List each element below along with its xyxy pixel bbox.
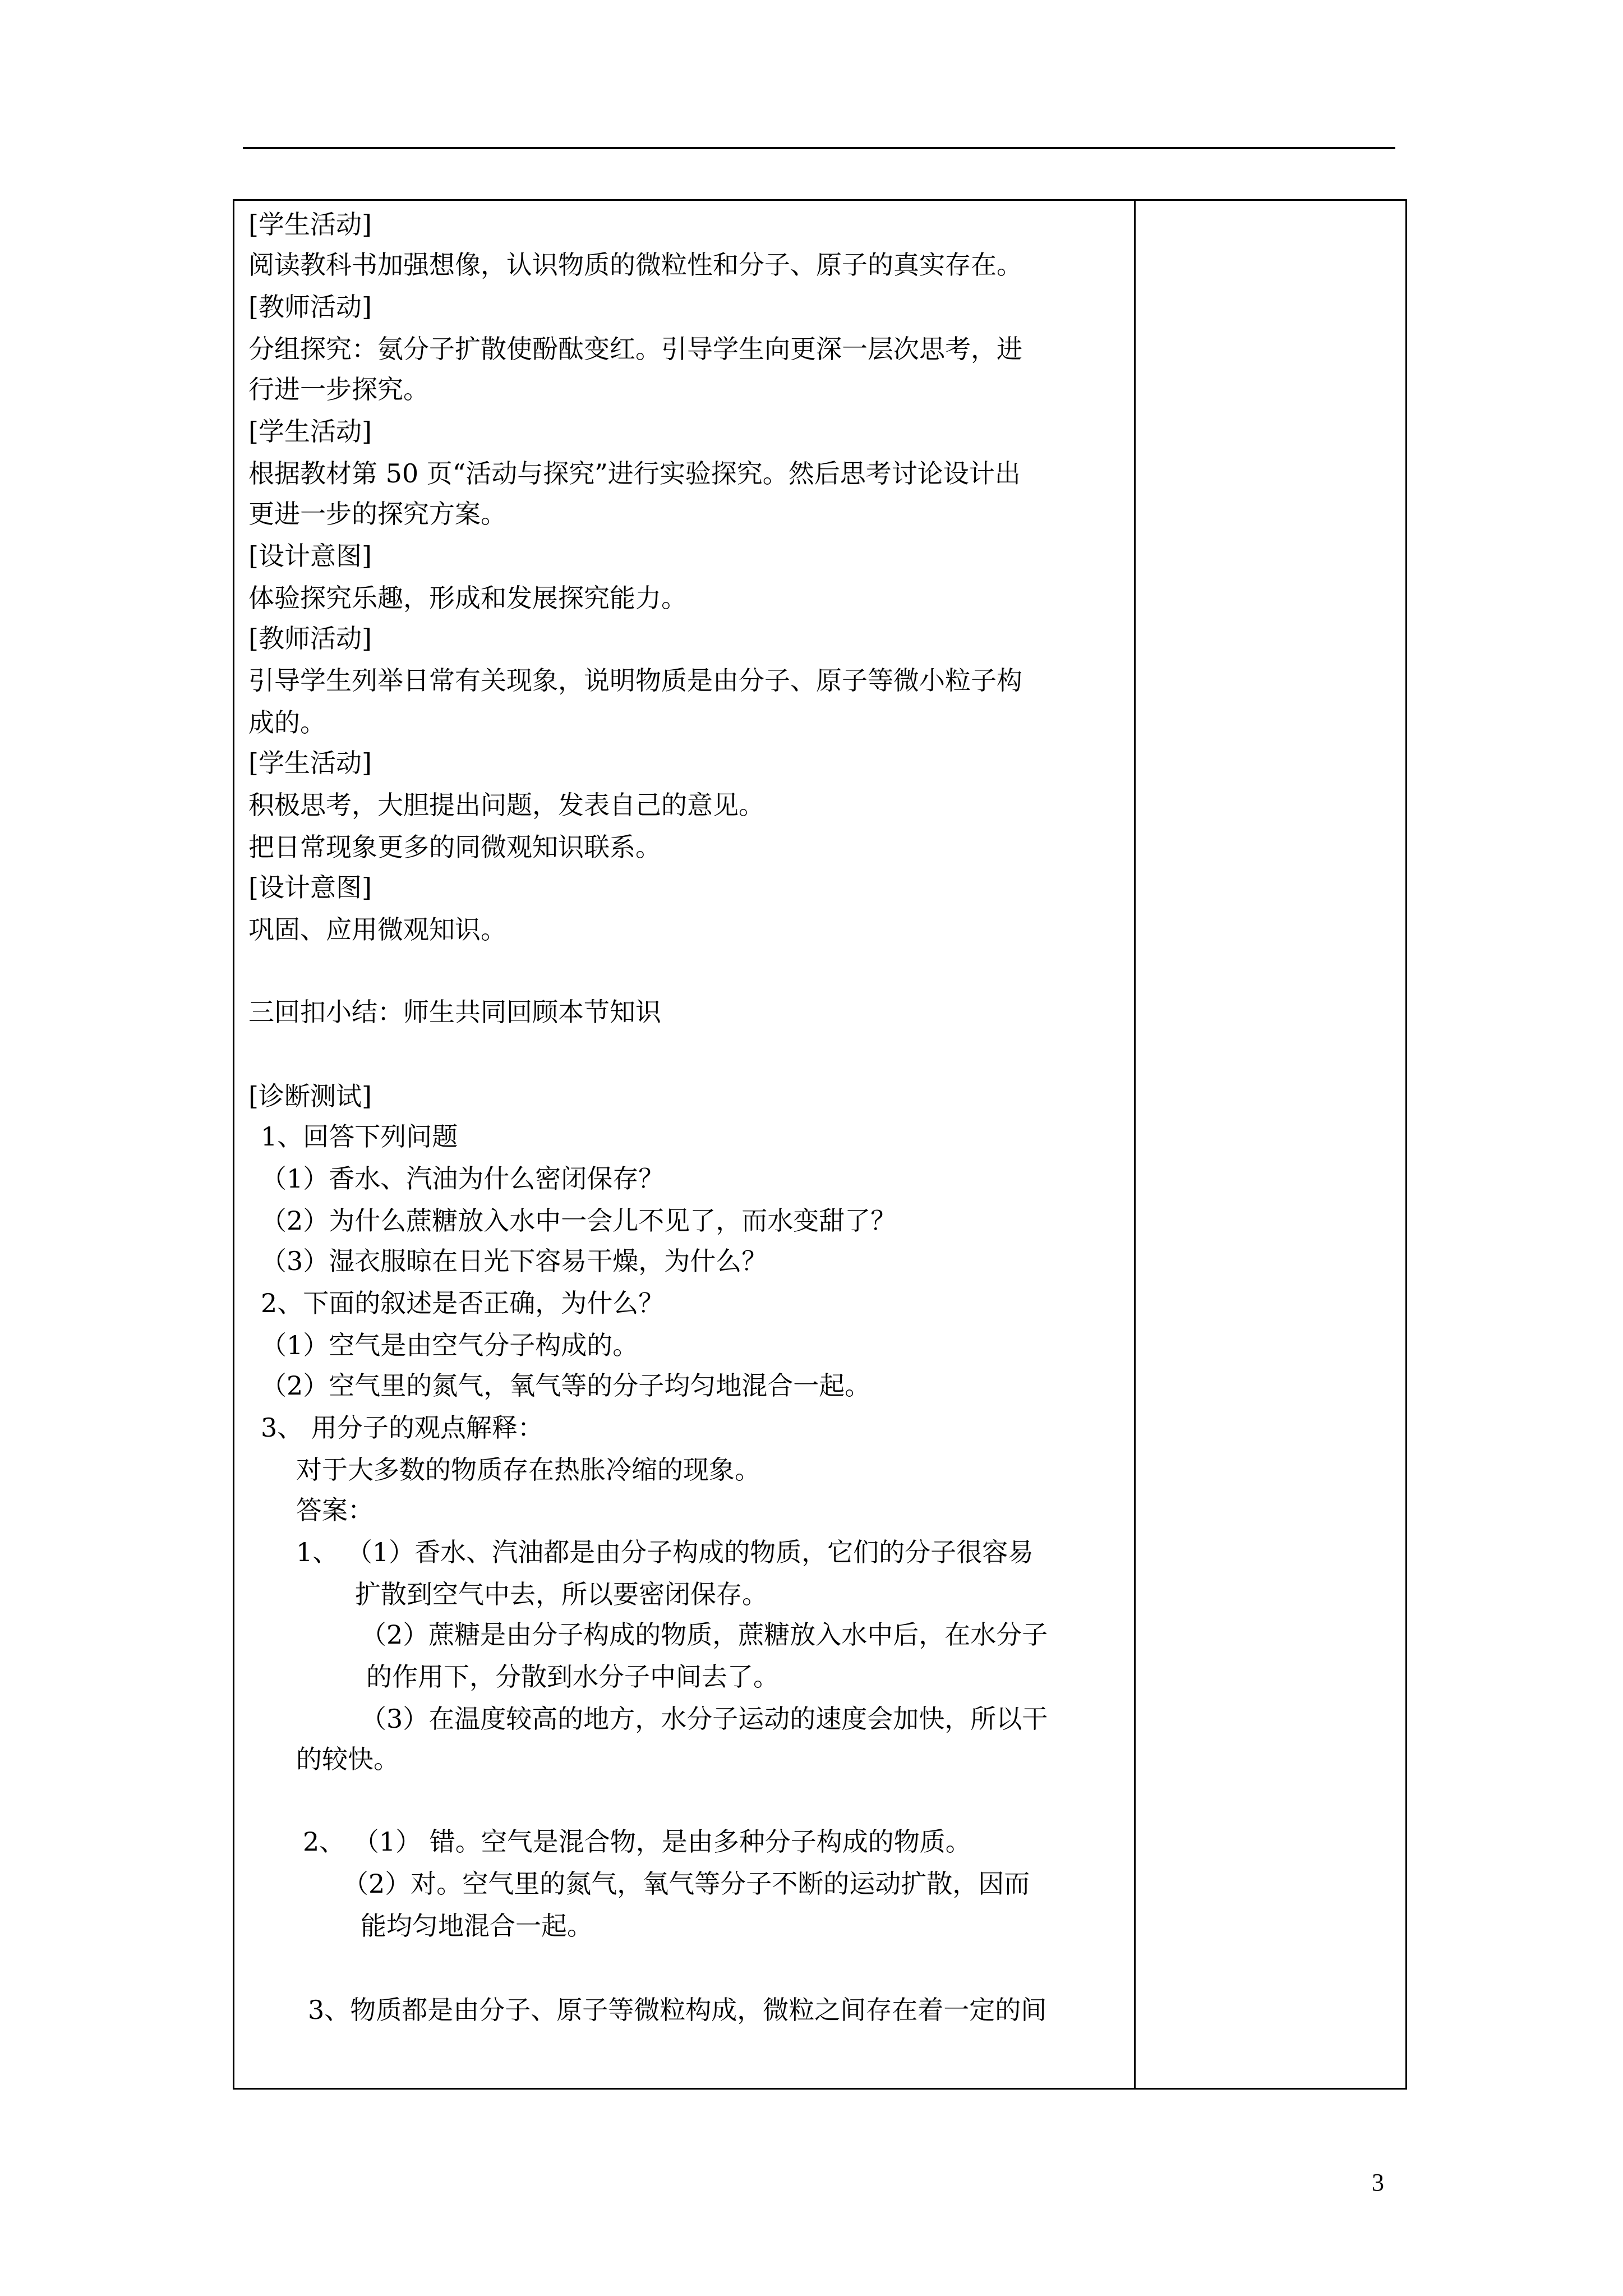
text-line: （2）蔗糖是由分子构成的物质，蔗糖放入水中后，在水分子 xyxy=(361,1619,1048,1650)
text-line: （3）在温度较高的地方，水分子运动的速度会加快，所以干 xyxy=(361,1704,1048,1734)
text-line: 对于大多数的物质存在热胀冷缩的现象。 xyxy=(296,1455,760,1485)
text-line: 把日常现象更多的同微观知识联系。 xyxy=(248,832,661,862)
text-line: 更进一步的探究方案。 xyxy=(248,499,506,529)
text-line: （3）湿衣服晾在日光下容易干燥，为什么？ xyxy=(261,1246,768,1276)
page-number: 3 xyxy=(1372,2169,1384,2196)
text-line: 阅读教科书加强想像，认识物质的微粒性和分子、原子的真实存在。 xyxy=(248,250,1022,280)
text-line: 体验探究乐趣，形成和发展探究能力。 xyxy=(248,583,687,613)
text-line: 分组探究：氨分子扩散使酚酞变红。引导学生向更深一层次思考，进 xyxy=(248,334,1022,364)
text-line: 3、物质都是由分子、原子等微粒构成，微粒之间存在着一定的间 xyxy=(308,1995,1047,2025)
text-line: 1、 （1）香水、汽油都是由分子构成的物质，它们的分子很容易 xyxy=(296,1537,1034,1567)
text-line: （1）空气是由空气分子构成的。 xyxy=(261,1330,639,1360)
text-line: [教师活动] xyxy=(248,292,372,322)
text-line: 的较快。 xyxy=(296,1744,399,1774)
text-line: 引导学生列举日常有关现象，说明物质是由分子、原子等微小粒子构 xyxy=(248,665,1022,696)
lesson-content-cell xyxy=(248,202,1126,2087)
text-line: [设计意图] xyxy=(248,541,372,571)
text-line: [教师活动] xyxy=(248,623,372,654)
text-line: 能均匀地混合一起。 xyxy=(361,1911,593,1941)
text-line: 1、回答下列问题 xyxy=(261,1121,458,1152)
text-line: 3、 用分子的观点解释： xyxy=(261,1412,543,1443)
text-line: 巩固、应用微观知识。 xyxy=(248,914,506,945)
text-line: 2、下面的叙述是否正确，为什么？ xyxy=(261,1288,665,1318)
text-line: [设计意图] xyxy=(248,872,372,903)
text-line: [学生活动] xyxy=(248,209,372,240)
text-line: [诊断测试] xyxy=(248,1081,372,1111)
text-line: 2、 （1） 错。空气是混合物，是由多种分子构成的物质。 xyxy=(303,1826,971,1857)
text-line: 行进一步探究。 xyxy=(248,374,429,404)
header-rule xyxy=(243,147,1395,149)
text-line: 扩散到空气中去，所以要密闭保存。 xyxy=(355,1579,768,1609)
text-line: （2）为什么蔗糖放入水中一会儿不见了，而水变甜了？ xyxy=(261,1205,897,1236)
text-line: 答案： xyxy=(296,1495,374,1525)
text-line: （2）空气里的氮气，氧气等的分子均匀地混合一起。 xyxy=(261,1370,871,1401)
text-line: （1）香水、汽油为什么密闭保存？ xyxy=(261,1163,665,1194)
text-line: 根据教材第 50 页“活动与探究”进行实验探究。然后思考讨论设计出 xyxy=(248,458,1021,489)
text-line: [学生活动] xyxy=(248,416,372,447)
text-line: [学生活动] xyxy=(248,748,372,778)
text-line: 成的。 xyxy=(248,707,326,738)
text-line: 积极思考，大胆提出问题，发表自己的意见。 xyxy=(248,790,764,820)
table-column-divider xyxy=(1134,199,1136,2090)
text-line: （2）对。空气里的氮气，氧气等分子不断的运动扩散，因而 xyxy=(343,1869,1030,1899)
text-line: 三回扣小结：师生共同回顾本节知识 xyxy=(248,997,661,1027)
text-line: 的作用下，分散到水分子中间去了。 xyxy=(366,1662,779,1692)
